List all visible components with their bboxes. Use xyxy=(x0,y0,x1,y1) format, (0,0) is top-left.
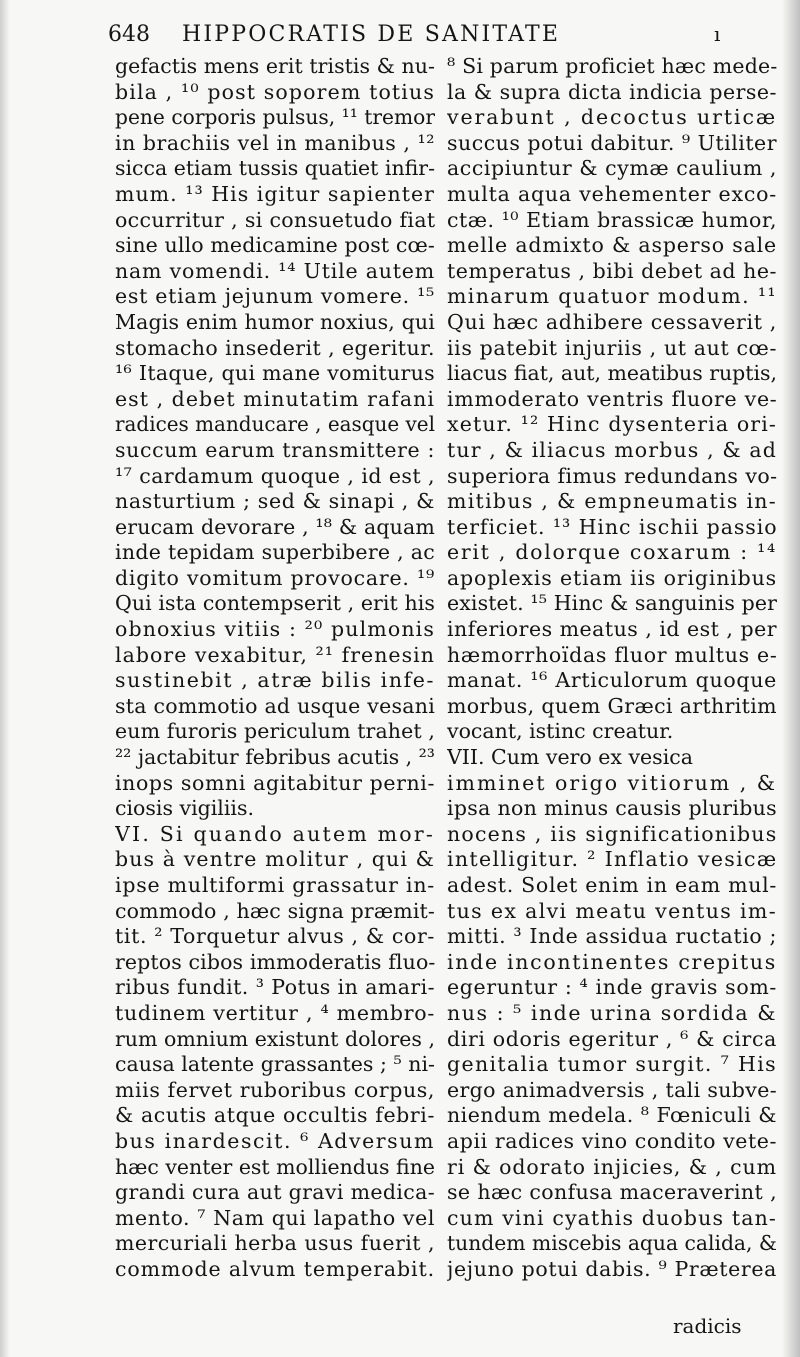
text-line: minarum quatuor modum. ¹¹ xyxy=(447,284,777,309)
text-line: iis patebit injuriis , ut aut cœ- xyxy=(447,335,777,360)
text-line: ribus fundit. ³ Potus in amari- xyxy=(115,975,435,1000)
text-line: bus inardescit. ⁶ Adversum xyxy=(115,1128,435,1153)
text-line: genitalia tumor surgit. ⁷ His xyxy=(447,1052,777,1077)
page-edge-right xyxy=(782,0,800,1357)
text-line: nus : ⁵ inde urina sordida & xyxy=(447,1000,777,1025)
text-line: liacus fiat, aut, meatibus ruptis, xyxy=(447,361,777,386)
page-edge-left xyxy=(0,0,10,1357)
right-text-column xyxy=(447,54,777,1283)
text-line: occurritur , si consuetudo fiat xyxy=(115,207,435,232)
text-line: reptos cibos immoderatis fluo- xyxy=(115,949,435,974)
text-line: ciosis vigiliis. xyxy=(115,796,255,821)
text-line: ergo animadversis , tali subve- xyxy=(447,1077,777,1102)
text-line: bila , ¹⁰ post soporem totius xyxy=(115,79,435,104)
text-line: gefactis mens erit tristis & nu- xyxy=(115,54,435,78)
text-line: terficiet. ¹³ Hinc ischii passio xyxy=(447,514,777,539)
text-line: ri & odorato injicies, & , cum xyxy=(447,1154,777,1179)
text-line: VI. Si quando autem mor- xyxy=(115,821,435,846)
text-line: inferiores meatus , id est , per xyxy=(447,617,777,642)
text-line: morbus, quem Græci arthritim xyxy=(447,693,777,718)
text-line: tur , & iliacus morbus , & ad xyxy=(447,437,777,462)
text-line: VII. Cum vero ex vesica xyxy=(447,745,693,770)
text-line: eum furoris periculum trahet , xyxy=(115,719,435,744)
text-line: mento. ⁷ Nam qui lapatho vel xyxy=(115,1205,435,1230)
text-line: ⁸ Si parum proficiet hæc mede- xyxy=(447,54,777,78)
text-line: mitibus , & empneumatis in- xyxy=(447,489,777,514)
text-line: mitti. ³ Inde assidua ructatio ; xyxy=(447,924,777,949)
text-line: tundem miscebis aqua calida, & xyxy=(447,1231,777,1256)
text-line: nam vomendi. ¹⁴ Utile autem xyxy=(115,258,435,283)
text-line: hæc venter est molliendus fine xyxy=(115,1154,435,1179)
header-mark: ı xyxy=(714,22,721,46)
text-line: apii radices vino condito vete- xyxy=(447,1128,777,1153)
text-line: miis fervet ruboribus corpus, xyxy=(115,1077,435,1102)
text-line: Qui hæc adhibere cessaverit , xyxy=(447,309,777,334)
text-line: ¹⁶ Itaque, qui mane vomiturus xyxy=(115,361,435,386)
left-text-column xyxy=(115,54,435,1283)
page-number: 648 xyxy=(108,22,150,47)
text-line: ¹⁷ cardamum quoque , id est , xyxy=(115,463,435,488)
text-line: egeruntur : ⁴ inde gravis som- xyxy=(447,975,777,1000)
text-line: cum vini cyathis duobus tan- xyxy=(447,1205,777,1230)
text-line: manat. ¹⁶ Articulorum quoque xyxy=(447,668,777,693)
text-line: ipsa non minus causis pluribus xyxy=(447,796,777,821)
text-line: ctæ. ¹⁰ Etiam brassicæ humor, xyxy=(447,207,777,232)
text-line: sta commotio ad usque vesani xyxy=(115,693,435,718)
running-title: HIPPOCRATIS DE SANITATE xyxy=(182,22,561,47)
text-line: obnoxius vitiis : ²⁰ pulmonis xyxy=(115,617,435,642)
text-line: temperatus , bibi debet ad he- xyxy=(447,258,777,283)
catchword: radicis xyxy=(673,1314,742,1338)
text-line: rum omnium existunt dolores , xyxy=(115,1026,435,1051)
text-line: la & supra dicta indicia perse- xyxy=(447,79,777,104)
text-line: Magis enim humor noxius, qui xyxy=(115,309,435,334)
text-line: inde incontinentes crepitus xyxy=(447,949,777,974)
text-line: erit , dolorque coxarum : ¹⁴ xyxy=(447,540,777,565)
text-line: in brachiis vel in manibus , ¹² xyxy=(115,130,435,155)
text-line: adest. Solet enim in eam mul- xyxy=(447,873,777,897)
text-line: labore vexabitur, ²¹ frenesin xyxy=(115,642,435,667)
text-line: multa aqua vehementer exco- xyxy=(447,181,777,206)
text-line: existet. ¹⁵ Hinc & sanguinis per xyxy=(447,591,777,616)
text-line: niendum medela. ⁸ Fœniculi & xyxy=(447,1103,777,1128)
text-line: diri odoris egeritur , ⁶ & circa xyxy=(447,1026,777,1051)
text-line: nasturtium ; sed & sinapi , & xyxy=(115,489,435,514)
text-line: xetur. ¹² Hinc dysenteria ori- xyxy=(447,412,777,437)
text-line: radices manducare , easque vel xyxy=(115,412,435,437)
text-line: intelligitur. ² Inflatio vesicæ xyxy=(447,847,777,872)
text-line: verabunt , decoctus urticæ xyxy=(447,105,777,130)
text-line: ²² jactabitur febribus acutis , ²³ xyxy=(115,745,435,770)
text-line: nocens , iis significationibus xyxy=(447,821,777,846)
text-line: mercuriali herba usus fuerit , xyxy=(115,1231,435,1256)
text-line: pene corporis pulsus, ¹¹ tremor xyxy=(115,105,435,130)
text-line: imminet origo vitiorum , & xyxy=(447,770,777,795)
text-line: immoderato ventris fluore ve- xyxy=(447,386,777,411)
text-line: sicca etiam tussis quatiet infir- xyxy=(115,156,435,181)
text-line: succus potui dabitur. ⁹ Utiliter xyxy=(447,130,777,155)
text-line: grandi cura aut gravi medica- xyxy=(115,1180,435,1205)
text-line: melle admixto & asperso sale xyxy=(447,233,777,258)
text-line: stomacho insederit , egeritur. xyxy=(115,335,435,360)
text-line: superiora fimus redundans vo- xyxy=(447,463,777,488)
text-line: mum. ¹³ His igitur sapienter xyxy=(115,181,435,206)
text-line: hæmorrhoïdas fluor multus e- xyxy=(447,642,777,667)
text-line: sine ullo medicamine post cœ- xyxy=(115,233,435,258)
text-line: commodo , hæc signa præmit- xyxy=(115,898,435,923)
text-line: jejuno potui dabis. ⁹ Præterea xyxy=(447,1256,777,1281)
text-line: erucam devorare , ¹⁸ & aquam xyxy=(115,514,435,539)
text-line: est etiam jejunum vomere. ¹⁵ xyxy=(115,284,435,309)
text-line: digito vomitum provocare. ¹⁹ xyxy=(115,565,435,590)
text-line: vocant, istinc creatur. xyxy=(447,719,674,744)
text-line: tit. ² Torquetur alvus , & cor- xyxy=(115,924,435,949)
text-line: est , debet minutatim rafani xyxy=(115,386,435,411)
text-line: causa latente grassantes ; ⁵ ni- xyxy=(115,1052,435,1077)
text-line: commode alvum temperabit. xyxy=(115,1256,435,1281)
text-line: & acutis atque occultis febri- xyxy=(115,1103,435,1128)
text-line: succum earum transmittere : xyxy=(115,437,435,462)
text-line: inops somni agitabitur perni- xyxy=(115,770,435,795)
text-line: se hæc confusa maceraverint , xyxy=(447,1180,777,1205)
text-line: tus ex alvi meatu ventus im- xyxy=(447,898,777,923)
text-line: sustinebit , atræ bilis infe- xyxy=(115,668,435,693)
text-line: apoplexis etiam iis originibus xyxy=(447,565,777,590)
text-line: inde tepidam superbibere , ac xyxy=(115,540,435,565)
text-line: tudinem vertitur , ⁴ membro- xyxy=(115,1000,435,1025)
text-line: accipiuntur & cymæ caulium , xyxy=(447,156,777,181)
text-line: ipse multiformi grassatur in- xyxy=(115,873,435,897)
text-line: bus à ventre molitur , qui & xyxy=(115,847,435,872)
text-line: Qui ista contempserit , erit his xyxy=(115,591,435,616)
